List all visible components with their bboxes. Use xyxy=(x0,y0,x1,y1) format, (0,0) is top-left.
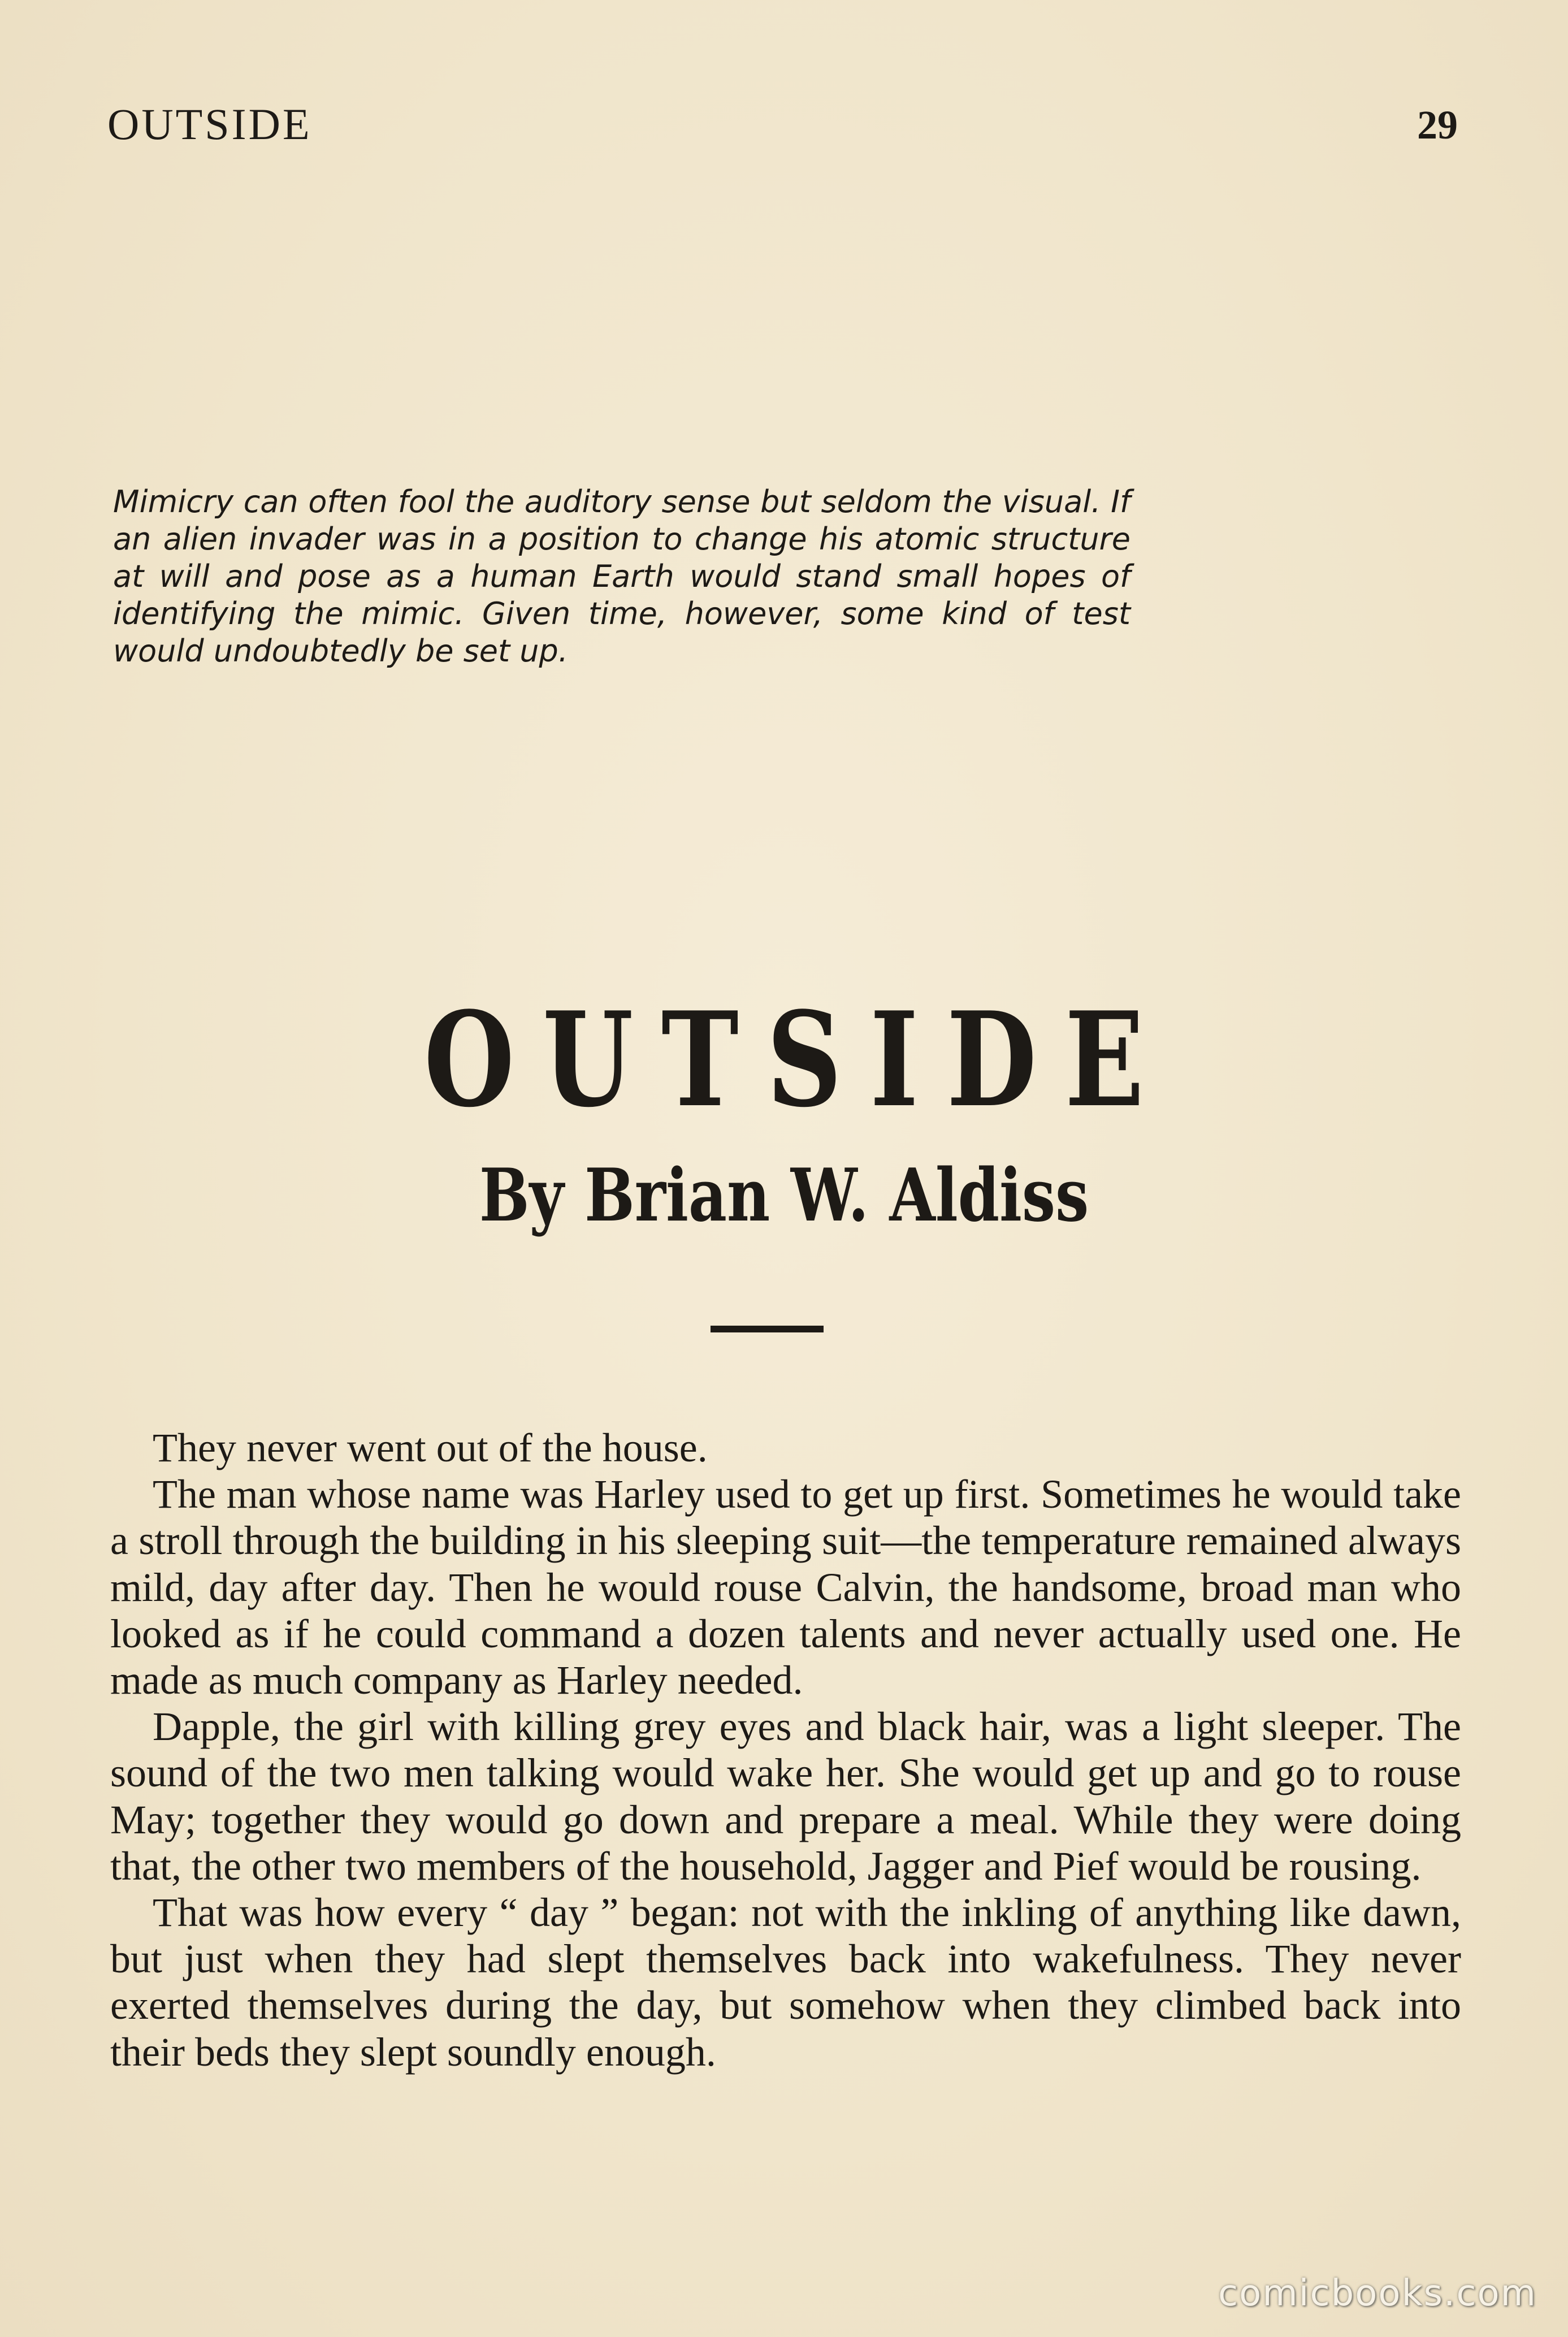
story-blurb: Mimicry can often fool the auditory sense but seldom the visual. If an alien invader was in a position to change his atomic structure at will and pose as a human Earth would stand small hopes of identifying the mimic. Given time, however, some kind of test would undoubtedly be set up. xyxy=(113,484,1130,669)
story-body xyxy=(110,1425,1461,2075)
story-title: OUTSIDE xyxy=(423,984,1172,1136)
paragraph: The man whose name was Harley used to get up first. Sometimes he would take a stroll through the building in his sleeping suit—the temperature remained always mild, day after day. Then he would rouse Calvin, the handsome, broad man who looked as if he could command a dozen talents and never actually used one. He made as much company as Harley needed. xyxy=(110,1472,1461,1703)
paragraph: That was how every “ day ” began: not with the inkling of anything like dawn, but just when they had slept themselves back into wakefulness. They never exerted themselves during the day, but somehow when they climbed back into their beds they slept soundly enough. xyxy=(110,1890,1461,2075)
running-head: OUTSIDE xyxy=(107,99,312,149)
paragraph: Dapple, the girl with killing grey eyes and black hair, was a light sleeper. The sound of the two men talking would wake her. She would get up and go to rouse May; together they would go down and prepare a meal. While they were doing that, the other two members of the household, Jagger and Pief would be rousing. xyxy=(110,1704,1461,1889)
title-divider xyxy=(711,1326,824,1332)
paragraph: They never went out of the house. xyxy=(153,1425,708,1470)
story-byline: By Brian W. Aldiss xyxy=(479,1153,1089,1238)
page-number: 29 xyxy=(1417,102,1458,148)
watermark: comicbooks.com xyxy=(1218,2273,1537,2314)
